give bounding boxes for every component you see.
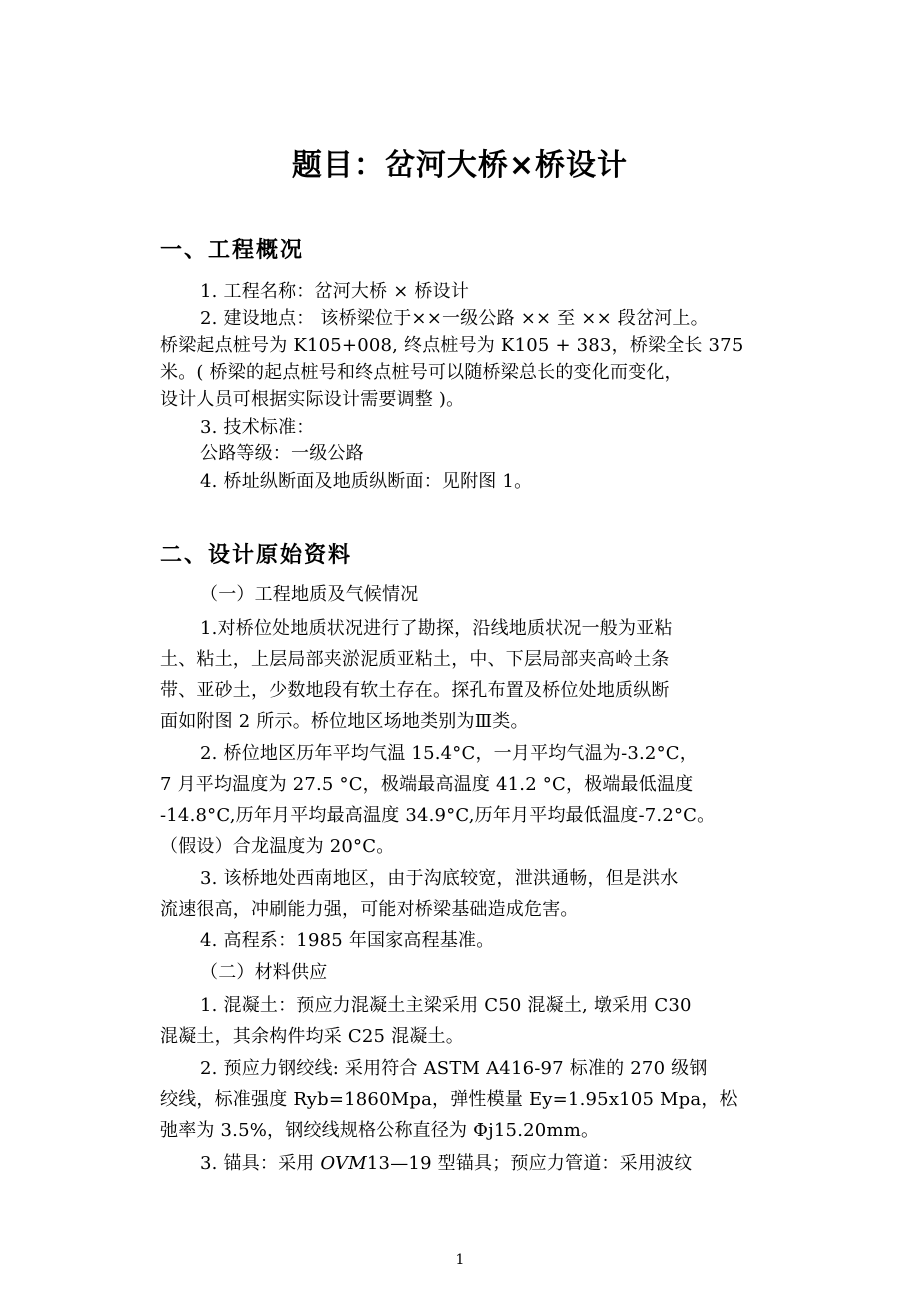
document-title: 题目：岔河大桥×桥设计 — [291, 148, 629, 183]
page-number: 1 — [455, 1252, 465, 1268]
paragraph-line: 1.对桥位处地质状况进行了勘探，沿线地质状况一般为亚粘 — [200, 618, 673, 639]
paragraph-line: -14.8°C,历年月平均最高温度 34.9°C,历年月平均最低温度-7.2°C。 — [160, 805, 716, 826]
section-heading-design-data: 二、设计原始资料 — [160, 543, 353, 568]
paragraph-line: 混凝土，其余构件均采 C25 混凝土。 — [160, 1026, 464, 1047]
paragraph-line: 桥梁起点桩号为 K105+008, 终点桩号为 K105 + 383，桥梁全长 375 — [160, 335, 744, 356]
paragraph-line: 公路等级：一级公路 — [200, 443, 364, 464]
paragraph-line: 2. 桥位地区历年平均气温 15.4°C，一月平均气温为-3.2°C， — [200, 743, 698, 764]
paragraph-line: 1. 混凝土：预应力混凝土主梁采用 C50 混凝土, 墩采用 C30 — [200, 995, 692, 1016]
paragraph-line: 4. 高程系：1985 年国家高程基准。 — [200, 930, 495, 951]
line-suffix: 13—19 型锚具；预应力管道：采用波纹 — [366, 1153, 693, 1174]
paragraph-line: 3. 技术标准： — [200, 417, 315, 438]
paragraph-line: 土、粘土，上层局部夹淤泥质亚粘土，中、下层局部夹高岭土条 — [160, 649, 670, 670]
paragraph-line: 绞线，标准强度 Ryb=1860Mpa，弹性模量 Ey=1.95x105 Mpa，松 — [160, 1089, 738, 1110]
paragraph-line: 4. 桥址纵断面及地质纵断面：见附图 1。 — [200, 471, 533, 492]
paragraph-line: 带、亚砂土，少数地段有软土存在。探孔布置及桥位处地质纵断 — [160, 680, 670, 701]
paragraph-line: 米。( 桥梁的起点桩号和终点桩号可以随桥梁总长的变化而变化， — [160, 362, 683, 383]
paragraph-line: 3. 该桥地处西南地区，由于沟底较宽，泄洪通畅，但是洪水 — [200, 868, 679, 889]
subsection-heading: （一）工程地质及气候情况 — [200, 584, 419, 605]
paragraph-line: 7 月平均温度为 27.5 °C，极端最高温度 41.2 °C，极端最低温度 — [160, 774, 694, 795]
paragraph-line: 面如附图 2 所示。桥位地区场地类别为Ⅲ类。 — [160, 711, 529, 732]
paragraph-line: （假设）合龙温度为 20°C。 — [160, 836, 395, 857]
subsection-heading: （二）材料供应 — [200, 962, 328, 983]
paragraph-line — [200, 1152, 770, 1176]
paragraph-line: 流速很高，冲刷能力强，可能对桥梁基础造成危害。 — [160, 899, 579, 920]
paragraph-line: 2. 预应力钢绞线: 采用符合 ASTM A416-97 标准的 270 级钢 — [200, 1058, 708, 1079]
paragraph-line: 1. 工程名称：岔河大桥 × 桥设计 — [200, 281, 470, 302]
section-heading-overview: 一、工程概况 — [160, 238, 305, 263]
paragraph-line: 弛率为 3.5%，钢绞线规格公称直径为 Φj15.20mm。 — [160, 1120, 600, 1141]
line-prefix: 3. 锚具：采用 — [200, 1153, 321, 1174]
paragraph-line: 设计人员可根据实际设计需要调整 )。 — [160, 389, 465, 410]
paragraph-line: 2. 建设地点： 该桥梁位于××一级公路 ×× 至 ×× 段岔河上。 — [200, 308, 709, 329]
italic-term: OVM — [320, 1153, 367, 1174]
